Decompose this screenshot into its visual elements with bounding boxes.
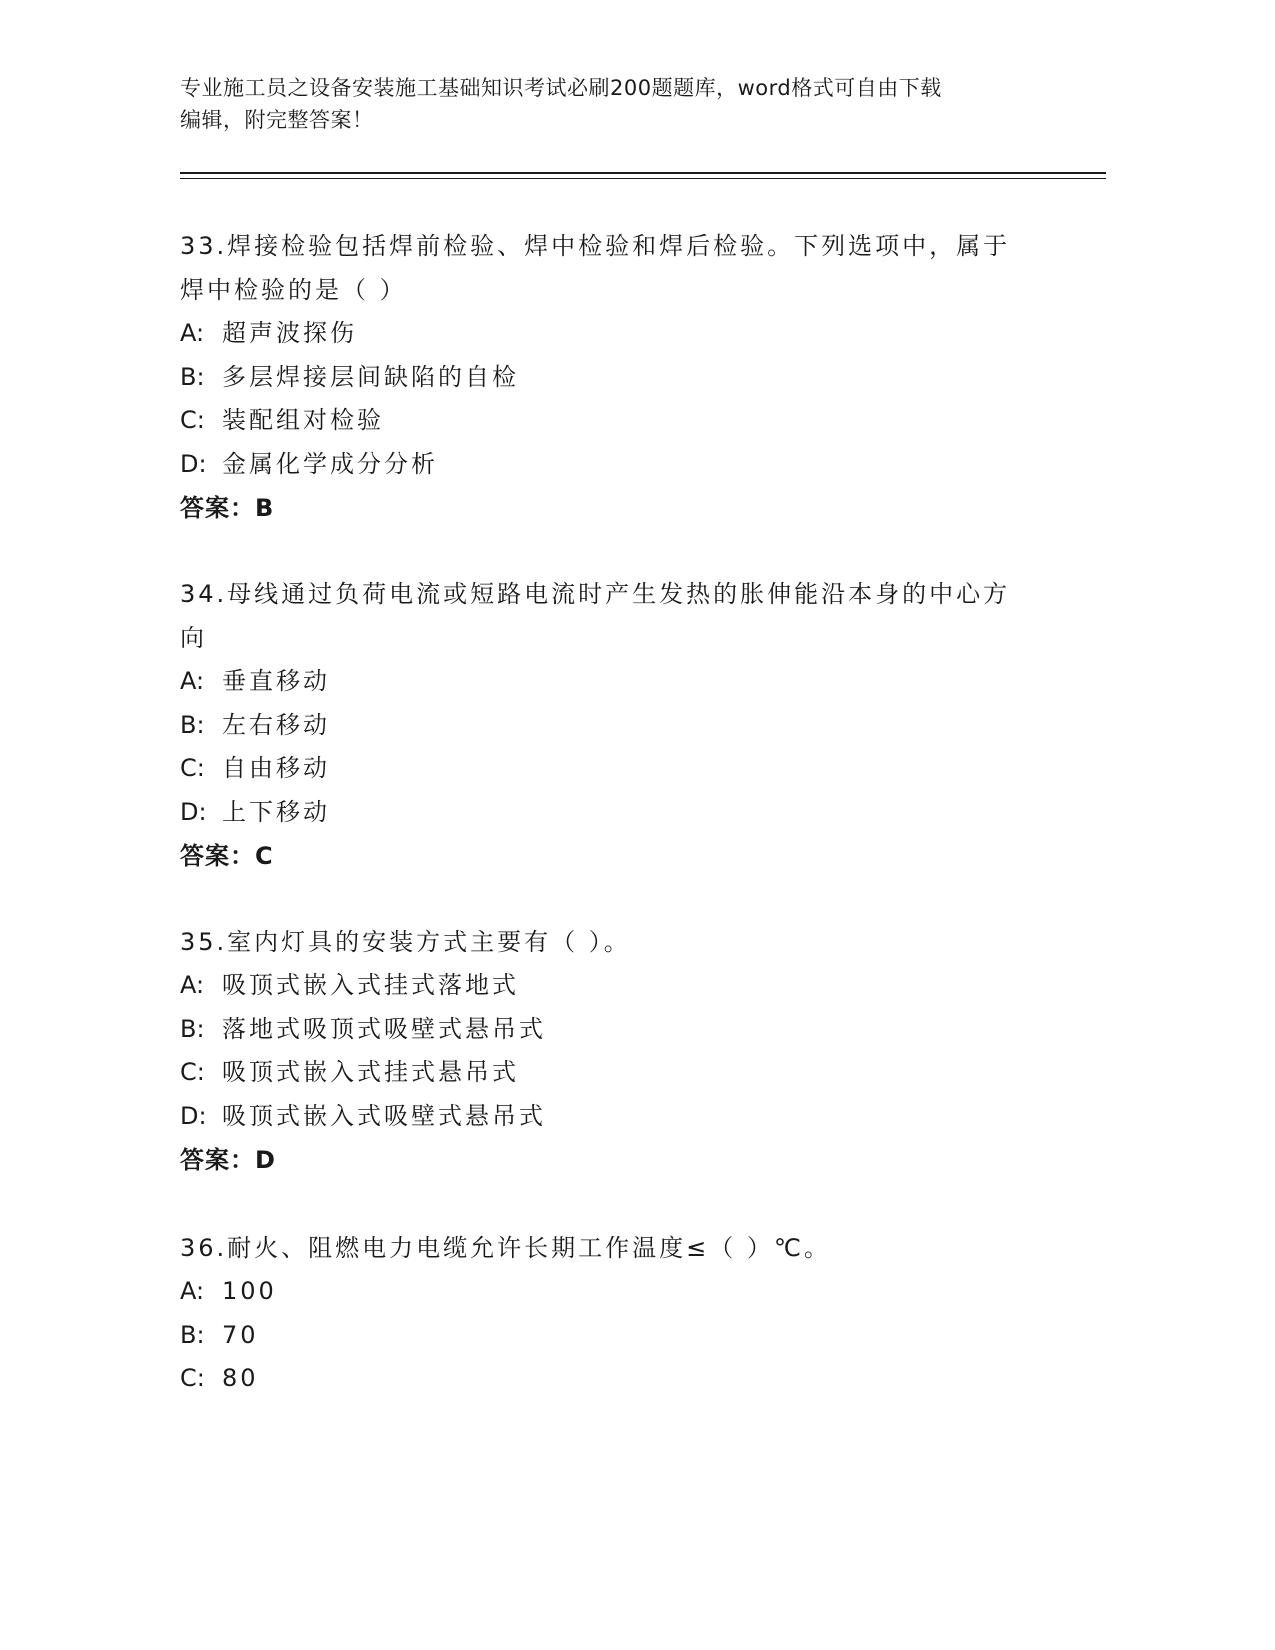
option-b bbox=[180, 1314, 1040, 1358]
option-a bbox=[180, 660, 1040, 704]
option-key: B: bbox=[180, 710, 205, 739]
question-stem-line: 36.耐火、阻燃电力电缆允许长期工作温度≤（ ）℃。 bbox=[180, 1234, 831, 1262]
option-text: 自由移动 bbox=[222, 754, 330, 782]
option-b bbox=[180, 1008, 1040, 1052]
option-c bbox=[180, 1357, 1040, 1401]
question-34 bbox=[180, 572, 1040, 878]
option-text: 超声波探伤 bbox=[222, 319, 357, 347]
question-stem-line: 35.室内灯具的安装方式主要有（ ）。 bbox=[180, 928, 631, 956]
option-key: C: bbox=[180, 406, 205, 434]
option-text: 垂直移动 bbox=[222, 667, 330, 695]
option-key: D: bbox=[180, 449, 207, 478]
option-d bbox=[180, 791, 1040, 835]
option-key: B: bbox=[180, 1014, 205, 1043]
option-key: B: bbox=[180, 362, 205, 391]
header-line-1: 专业施工员之设备安装施工基础知识考试必刷200题题库，word格式可自由下载 bbox=[180, 76, 942, 100]
answer-label: 答案：B bbox=[180, 494, 275, 522]
option-text: 80 bbox=[222, 1364, 259, 1392]
question-stem-line: 焊中检验的是（ ） bbox=[180, 276, 407, 304]
header-divider-thick bbox=[180, 172, 1106, 174]
option-c bbox=[180, 747, 1040, 791]
option-key: C: bbox=[180, 1364, 205, 1392]
option-key: D: bbox=[180, 1101, 207, 1130]
option-d bbox=[180, 443, 1040, 487]
option-text: 吸顶式嵌入式挂式悬吊式 bbox=[222, 1058, 519, 1086]
option-text: 金属化学成分分析 bbox=[222, 449, 438, 478]
question-stem-line: 向 bbox=[180, 624, 207, 652]
option-key: B: bbox=[180, 1320, 205, 1349]
option-text: 装配组对检验 bbox=[222, 406, 384, 434]
option-a bbox=[180, 312, 1040, 356]
question-35 bbox=[180, 920, 1040, 1182]
option-text: 100 bbox=[222, 1277, 277, 1305]
option-text: 多层焊接层间缺陷的自检 bbox=[222, 362, 519, 391]
option-c bbox=[180, 399, 1040, 443]
header-line-2: 编辑，附完整答案！ bbox=[180, 108, 374, 132]
option-a bbox=[180, 964, 1040, 1008]
option-key: D: bbox=[180, 797, 207, 826]
option-key: A: bbox=[180, 971, 205, 999]
answer-label: 答案：D bbox=[180, 1146, 276, 1174]
option-c bbox=[180, 1051, 1040, 1095]
question-33 bbox=[180, 224, 1040, 530]
header-divider-thin bbox=[180, 178, 1106, 179]
option-text: 吸顶式嵌入式吸壁式悬吊式 bbox=[222, 1101, 546, 1130]
question-36 bbox=[180, 1226, 1040, 1401]
option-text: 落地式吸顶式吸壁式悬吊式 bbox=[222, 1014, 546, 1043]
option-text: 70 bbox=[222, 1320, 259, 1349]
option-text: 上下移动 bbox=[222, 797, 330, 826]
option-d bbox=[180, 1095, 1040, 1139]
option-a bbox=[180, 1270, 1040, 1314]
option-text: 左右移动 bbox=[222, 710, 330, 739]
option-key: A: bbox=[180, 1277, 205, 1305]
answer-label: 答案：C bbox=[180, 842, 274, 870]
option-b bbox=[180, 356, 1040, 400]
question-stem-line: 34.母线通过负荷电流或短路电流时产生发热的胀伸能沿本身的中心方 bbox=[180, 580, 1011, 608]
option-b bbox=[180, 704, 1040, 748]
question-stem-line: 33.焊接检验包括焊前检验、焊中检验和焊后检验。下列选项中，属于 bbox=[180, 232, 1011, 260]
option-key: C: bbox=[180, 1058, 205, 1086]
option-key: A: bbox=[180, 667, 205, 695]
option-key: C: bbox=[180, 754, 205, 782]
option-text: 吸顶式嵌入式挂式落地式 bbox=[222, 971, 519, 999]
option-key: A: bbox=[180, 319, 205, 347]
document-header bbox=[180, 72, 1060, 136]
